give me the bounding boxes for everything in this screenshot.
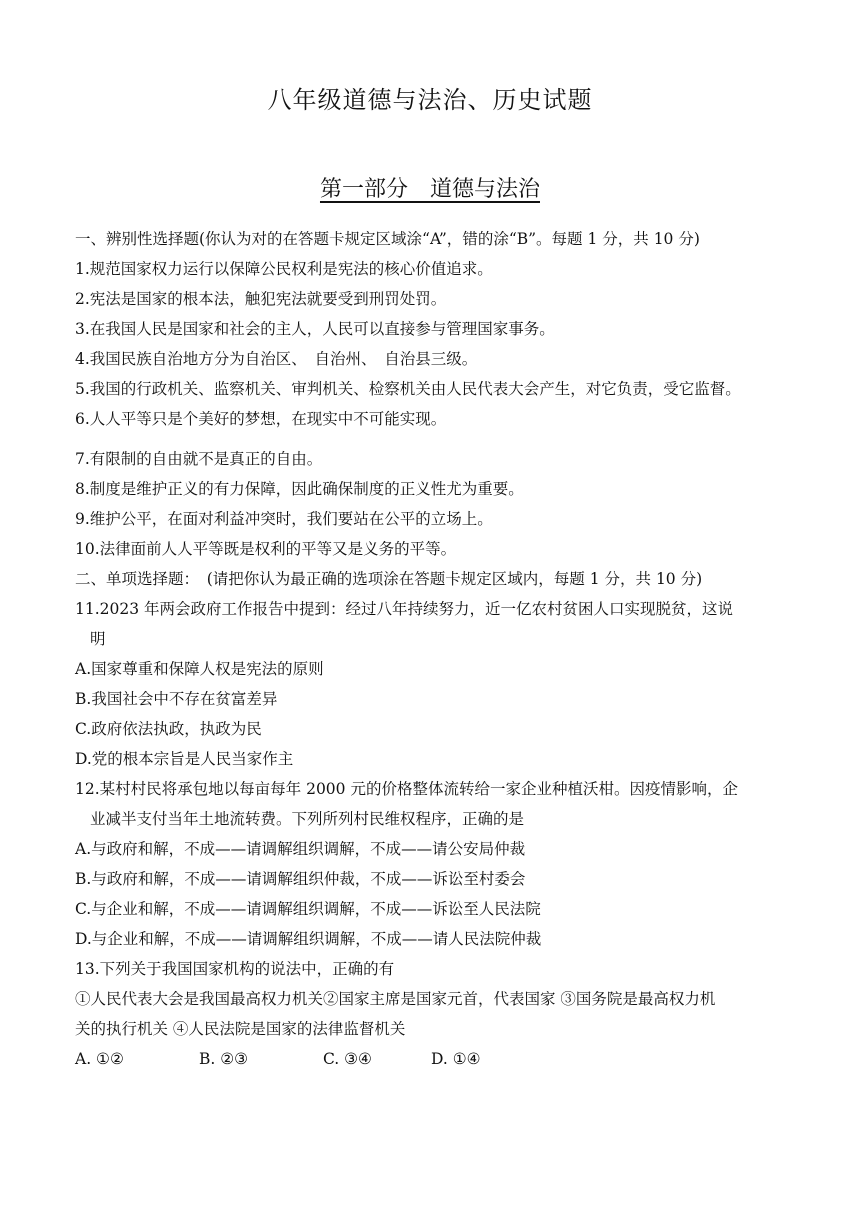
q12-option-c: C.与企业和解，不成——请调解组织调解，不成——诉讼至人民法院 [75, 900, 541, 918]
part1-title [0, 172, 860, 203]
q13-option-a: A. ①② [75, 1050, 124, 1068]
section1-item-3: 3.在我国人民是国家和社会的主人，人民可以直接参与管理国家事务。 [75, 320, 555, 338]
q12-stem-line2: 业减半支付当年土地流转费。下列所列村民维权程序，正确的是 [90, 810, 525, 828]
section1-item-9: 9.维护公平，在面对利益冲突时，我们要站在公平的立场上。 [75, 510, 493, 528]
section1-item-4: 4.我国民族自治地方分为自治区、 自治州、 自治县三级。 [75, 350, 478, 368]
section1-heading: 一、辨别性选择题(你认为对的在答题卡规定区域涂“A”，错的涂“B”。每题 1 分，共 10 分) [75, 230, 700, 248]
q13-option-c: C. ③④ [323, 1050, 372, 1068]
q13-option-b: B. ②③ [199, 1050, 249, 1068]
q12-option-a: A.与政府和解，不成——请调解组织调解，不成——请公安局仲裁 [75, 840, 526, 858]
q11-stem-line2: 明 [90, 630, 106, 648]
exam-content [75, 224, 787, 1074]
q12-option-b: B.与政府和解，不成——请调解组织仲裁，不成——诉讼至村委会 [75, 870, 526, 888]
q13-statements-line2: 关的执行机关 ④人民法院是国家的法律监督机关 [75, 1020, 406, 1038]
q12-stem-line1: 12.某村村民将承包地以每亩每年 2000 元的价格整体流转给一家企业种植沃柑。因疫情影响，企 [75, 780, 738, 798]
q13-option-d: D. ①④ [431, 1050, 481, 1068]
section1-item-6: 6.人人平等只是个美好的梦想，在现实中不可能实现。 [75, 410, 447, 428]
exam-title: 八年级道德与法治、历史试题 [267, 86, 593, 114]
q11-stem-line1: 11.2023 年两会政府工作报告中提到：经过八年持续努力，近一亿农村贫困人口实现脱贫，这说 [75, 600, 734, 618]
section1-item-2: 2.宪法是国家的根本法，触犯宪法就要受到刑罚处罚。 [75, 290, 447, 308]
q11-option-c: C.政府依法执政，执政为民 [75, 720, 262, 738]
section1-item-8: 8.制度是维护正义的有力保障，因此确保制度的正义性尤为重要。 [75, 480, 524, 498]
q11-option-b: B.我国社会中不存在贫富差异 [75, 690, 278, 708]
q12-option-d: D.与企业和解，不成——请调解组织调解，不成——请人民法院仲裁 [75, 930, 542, 948]
spacer [75, 434, 787, 444]
section1-item-7: 7.有限制的自由就不是真正的自由。 [75, 450, 323, 468]
q13-options [75, 1044, 787, 1074]
section1-item-5: 5.我国的行政机关、监察机关、审判机关、检察机关由人民代表大会产生，对它负责，受它监督。 [75, 380, 741, 398]
q11-option-a: A.国家尊重和保障人权是宪法的原则 [75, 660, 324, 678]
q13-stem: 13.下列关于我国国家机构的说法中，正确的有 [75, 960, 395, 978]
q11-option-d: D.党的根本宗旨是人民当家作主 [75, 750, 294, 768]
section2-heading: 二、单项选择题： (请把你认为最正确的选项涂在答题卡规定区域内，每题 1 分，共 10 分) [75, 570, 703, 588]
q13-statements-line1: ①人民代表大会是我国最高权力机关②国家主席是国家元首，代表国家 ③国务院是最高权力机 [75, 990, 716, 1008]
section1-item-1: 1.规范国家权力运行以保障公民权利是宪法的核心价值追求。 [75, 260, 493, 278]
part1-title-text: 第一部分 道德与法治 [319, 177, 540, 202]
section1-item-10: 10.法律面前人人平等既是权利的平等又是义务的平等。 [75, 540, 457, 558]
